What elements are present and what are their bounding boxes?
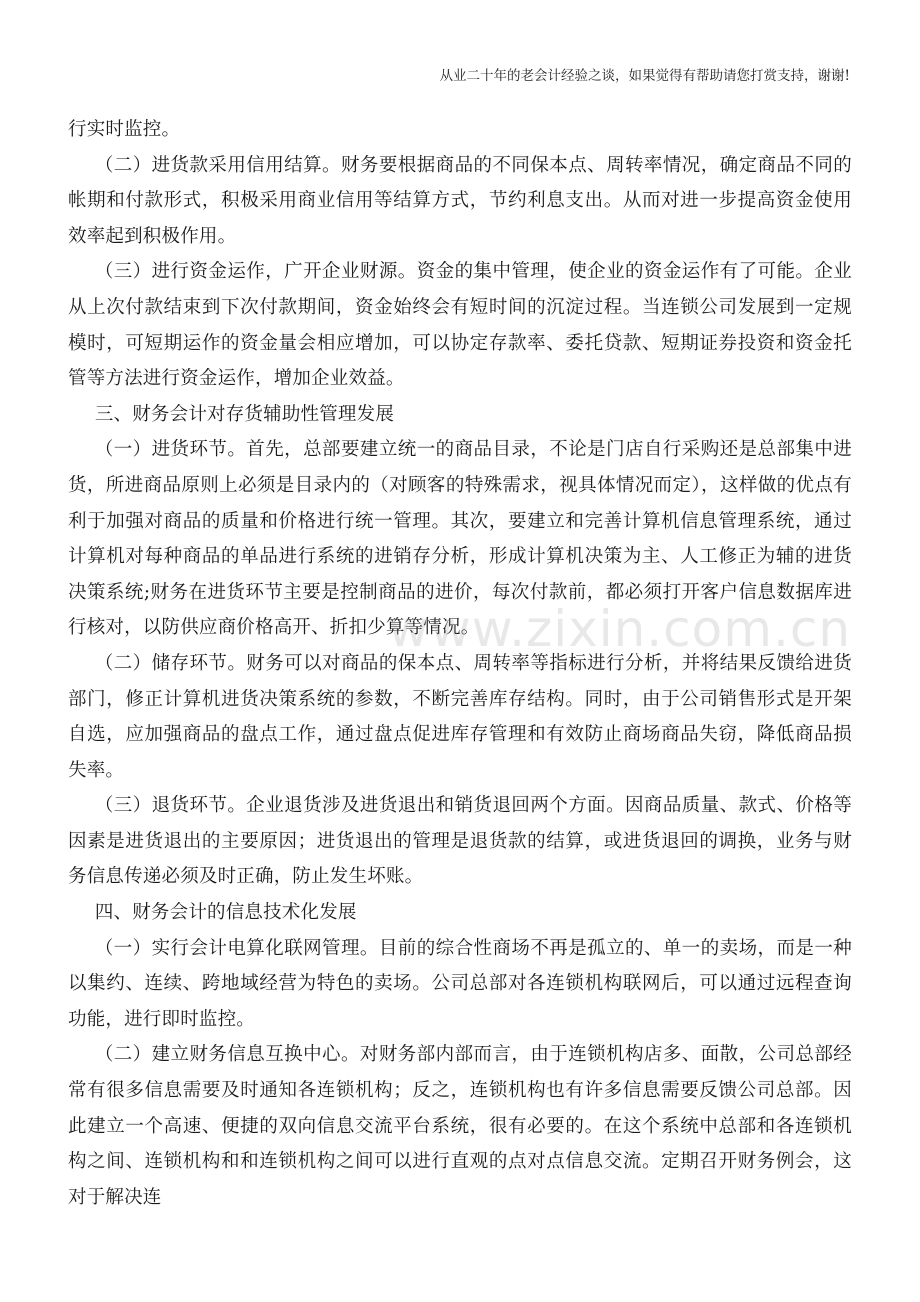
- section-heading-it: 四、财务会计的信息技术化发展: [94, 902, 357, 924]
- paragraph-purchasing: （一）进货环节。首先，总部要建立统一的商品目录，不论是门店自行采购还是总部集中进货，所进商品原则上必须是目录内的（对顾客的特殊需求，视具体情况而定），这样做的优点有利于加强对商品的质量和价格进行统一管理。其次，要建立和完善计算机信息管理系统，通过计算机对每种商品的单品进行系统的进销存分析，形成计算机决策为主、人工修正为辅的进货决策系统;财务在进货环节主要是控制商品的进价，每次付款前，都必须打开客户信息数据库进行核对，以防供应商价格高开、折扣少算等情况。: [68, 439, 852, 639]
- watermark: www.zixin.com.cn: [388, 600, 852, 658]
- section-heading-inventory: 三、财务会计对存货辅助性管理发展: [94, 403, 395, 425]
- document-body: [68, 112, 852, 1215]
- paragraph-returns: （三）退货环节。企业退货涉及进货退出和销货退回两个方面。因商品质量、款式、价格等因素是进货退出的主要原因；进货退出的管理是退货款的结算，或进货退回的调换，业务与财务信息传递必须及时正确，防止发生坏账。: [68, 795, 852, 888]
- paragraph-networked-accounting: （一）实行会计电算化联网管理。目前的综合性商场不再是孤立的、单一的卖场，而是一种以集约、连续、跨地域经营为特色的卖场。公司总部对各连锁机构联网后，可以通过远程查询功能，进行即时监控。: [68, 937, 852, 1030]
- paragraph-continuation: 行实时监控。: [68, 119, 181, 140]
- paragraph-info-exchange: （二）建立财务信息互换中心。对财务部内部而言，由于连锁机构店多、面散，公司总部经常有很多信息需要及时通知各连锁机构；反之，连锁机构也有许多信息需要反馈公司总部。因此建立一个高速、便捷的双向信息交流平台系统，很有必要的。在这个系统中总部和各连锁机构之间、连锁机构和和连锁机构之间可以进行直观的点对点信息交流。定期召开财务例会，这对于解决连: [68, 1044, 852, 1208]
- header-note: 从业二十年的老会计经验之谈，如果觉得有帮助请您打赏支持，谢谢!: [439, 68, 850, 84]
- paragraph-storage: （二）储存环节。财务可以对商品的保本点、周转率等指标进行分析，并将结果反馈给进货部门，修正计算机进货决策系统的参数，不断完善库存结构。同时，由于公司销售形式是开架自选，应加强商品的盘点工作，通过盘点促进库存管理和有效防止商场商品失窃，降低商品损失率。: [68, 652, 852, 781]
- paragraph-credit-settlement: （二）进货款采用信用结算。财务要根据商品的不同保本点、周转率情况，确定商品不同的帐期和付款形式，积极采用商业信用等结算方式，节约利息支出。从而对进一步提高资金使用效率起到积极作用。: [68, 154, 852, 247]
- paragraph-fund-operation: （三）进行资金运作，广开企业财源。资金的集中管理，使企业的资金运作有了可能。企业从上次付款结束到下次付款期间，资金始终会有短时间的沉淀过程。当连锁公司发展到一定规模时，可短期运作的资金量会相应增加，可以协定存款率、委托贷款、短期证券投资和资金托管等方法进行资金运作，增加企业效益。: [68, 261, 852, 390]
